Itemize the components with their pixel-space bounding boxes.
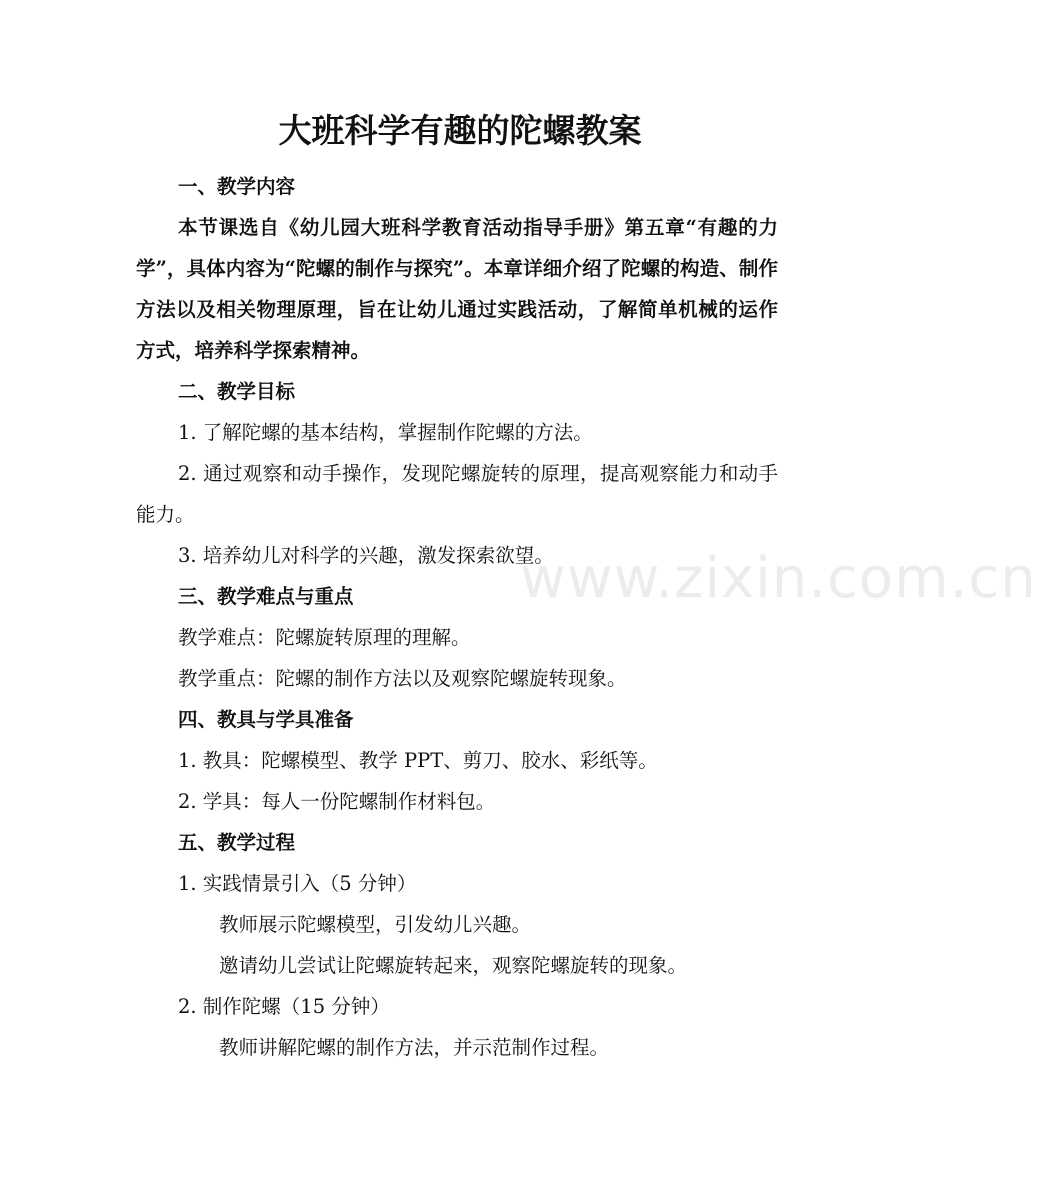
focus-text: 教学重点：陀螺的制作方法以及观察陀螺旋转现象。 [178,667,627,690]
materials-item-2: 2. 学具：每人一份陀螺制作材料包。 [178,790,496,813]
watermark: www.zixin.com.cn [520,546,1037,611]
materials-item-1: 1. 教具：陀螺模型、教学 PPT、剪刀、胶水、彩纸等。 [178,749,658,772]
section-heading-content: 一、教学内容 [178,175,296,198]
section-heading-materials: 四、教具与学具准备 [178,708,354,731]
section-heading-process: 五、教学过程 [178,831,296,854]
section-heading-key-points: 三、教学难点与重点 [178,585,354,608]
process-step-2: 2. 制作陀螺（15 分钟） [178,995,390,1018]
section-heading-goals: 二、教学目标 [178,380,296,403]
difficulty-text: 教学难点：陀螺旋转原理的理解。 [178,626,471,649]
process-step-1-detail-b: 邀请幼儿尝试让陀螺旋转起来，观察陀螺旋转的现象。 [219,954,688,977]
process-step-1: 1. 实践情景引入（5 分钟） [178,872,417,895]
process-step-2-detail-a: 教师讲解陀螺的制作方法，并示范制作过程。 [219,1036,610,1059]
process-step-1-detail-a: 教师展示陀螺模型，引发幼儿兴趣。 [219,913,532,936]
goal-item-3: 3. 培养幼儿对科学的兴趣，激发探索欲望。 [178,544,554,567]
goal-item-2: 2. 通过观察和动手操作，发现陀螺旋转的原理，提高观察能力和动手能力。 [136,462,778,526]
goal-item-1: 1. 了解陀螺的基本结构，掌握制作陀螺的方法。 [178,421,593,444]
document-title: 大班科学有趣的陀螺教案 [278,111,642,150]
content-paragraph: 本节课选自《幼儿园大班科学教育活动指导手册》第五章“有趣的力学”，具体内容为“陀螺的制作与探究”。本章详细介绍了陀螺的构造、制作方法以及相关物理原理，旨在让幼儿通过实践活动，了解简单机械的运作方式，培养科学探索精神。 [136,216,778,362]
